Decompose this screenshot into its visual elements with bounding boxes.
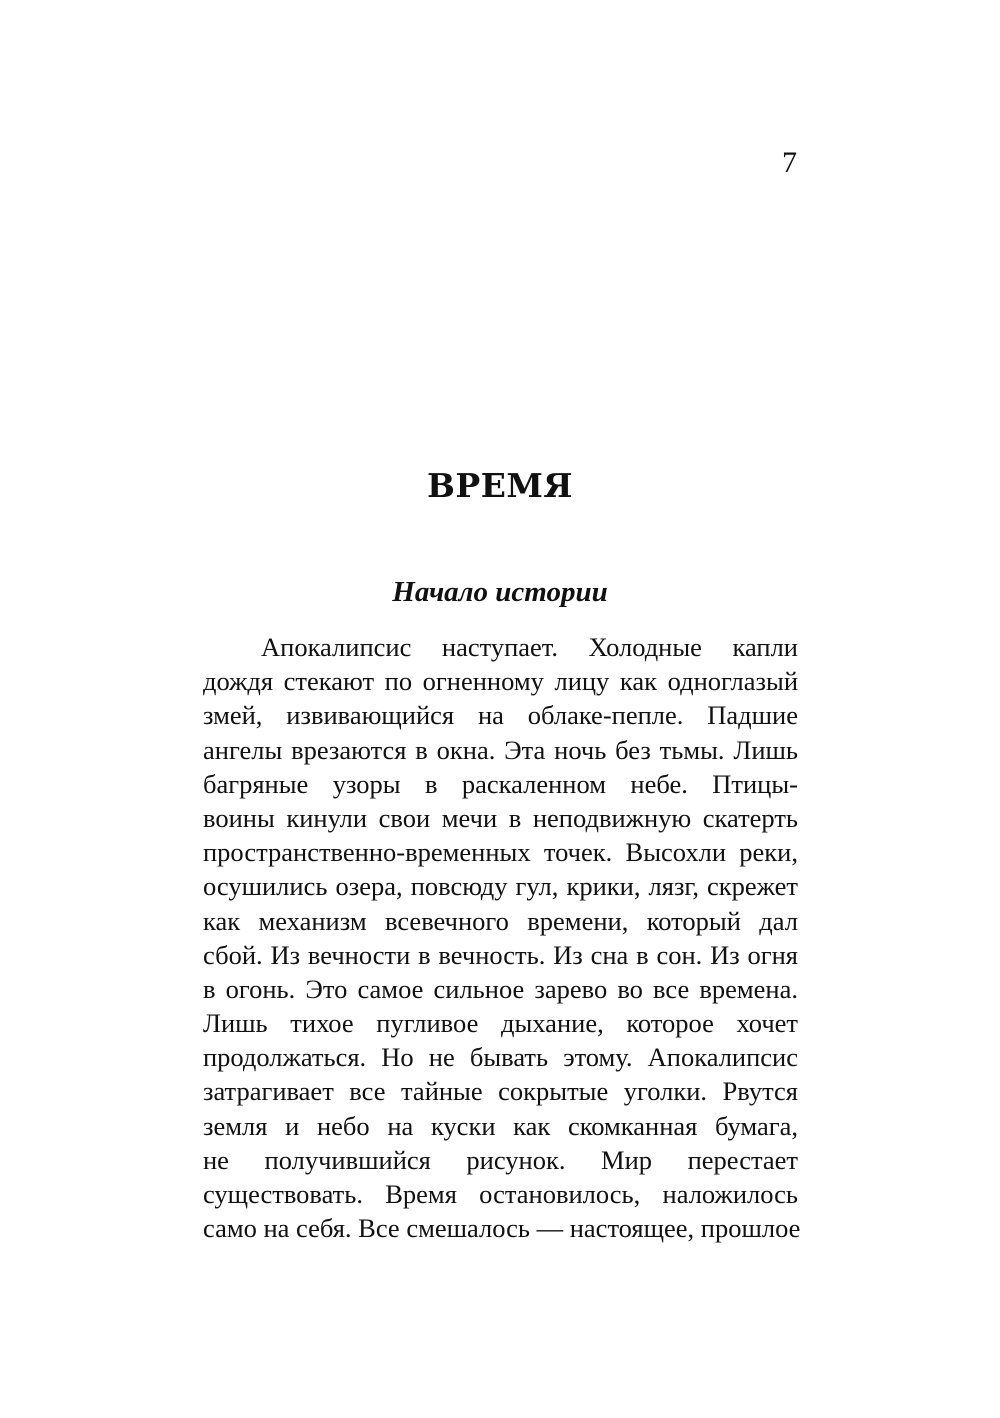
text-line: затрагивает все тайные сокрытые уголки. Рвутся [203,1076,798,1107]
text-line: само на себя. Все смешалось — настоящее, прошлое [203,1213,801,1244]
body-paragraph [203,630,801,1245]
page-number: 7 [782,146,797,179]
text-line: существовать. Время остановилось, наложилось [203,1179,798,1209]
text-line: багряные узоры в раскаленном небе. Птицы- [203,768,798,799]
text-line: ангелы врезаются в окна. Эта ночь без тьмы. Лишь [203,734,798,765]
text-line: Апокалипсис наступает. Холодные капли [261,632,798,662]
text-line: дождя стекают по огненному лицу как одноглазый [203,666,798,697]
text-line: сбой. Из вечности в вечность. Из сна в сон. Из огня [203,939,798,970]
text-line: в огонь. Это самое сильное зарево во все времена. [203,973,798,1004]
text-line: не получившийся рисунок. Мир перестает [203,1144,798,1175]
text-line: земля и небо на куски как скомканная бумага, [203,1110,798,1141]
text-line: Лишь тихое пугливое дыхание, которое хочет [203,1008,798,1039]
section-title: Начало истории [392,576,608,608]
text-line: продолжаться. Но не бывать этому. Апокалипсис [203,1042,798,1073]
chapter-title: ВРЕМЯ [427,466,573,505]
text-line: осушились озера, повсюду гул, крики, лязг, скрежет [203,871,798,902]
text-line: воины кинули свои мечи в неподвижную скатерть [203,802,798,833]
text-line: змей, извивающийся на облаке-пепле. Падшие [203,700,798,731]
text-line: как механизм всевечного времени, который дал [203,905,798,936]
text-line: пространственно-временных точек. Высохли реки, [203,837,798,868]
